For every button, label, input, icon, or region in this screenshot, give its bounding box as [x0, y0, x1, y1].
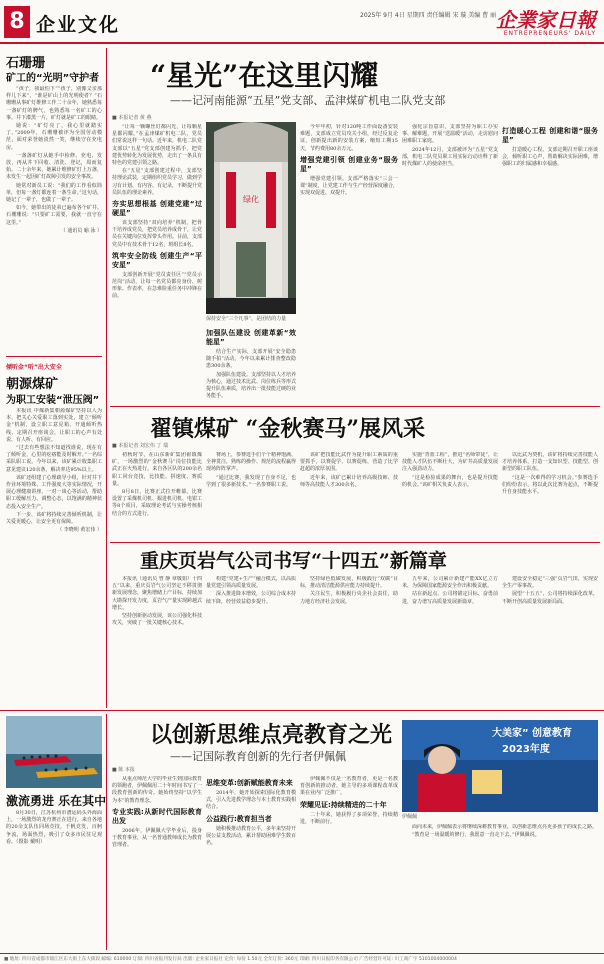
tunnel-photo-illustration: [206, 122, 296, 314]
section-title: 企业文化: [36, 14, 121, 36]
dragon-boat-photo: [6, 716, 102, 788]
story4-col3: [300, 576, 398, 706]
main-story-subhead: 筑牢安全防线 创建生产“平安星”: [112, 251, 202, 269]
paragraph: 关注民生，积极履行央企社会责任，助力地方经济社会发展。: [300, 591, 398, 605]
paragraph: 8月8日，比赛正式拉开帷幕。比赛设置了采煤机司机、掘进机司机、电钳工等8个项目，采取理论考试与实操考核相结合的方式进行。: [112, 489, 202, 517]
paragraph: 赛场上，参赛选手们个个精神饱满、全神贯注，熟练的操作、规范的流程赢得现场阵阵掌声。: [206, 452, 296, 473]
left-story2-subtitle: 为职工安装“泄压阀”: [6, 395, 100, 406]
page-header: [0, 0, 604, 42]
header-rule: [0, 42, 604, 44]
paragraph: 今年年初，针对120吨工作面设备安装难题，支部成立党员攻关小组，经过反复论证，创新提出新的安装方案，缩短工期15天，节约费用80余万元。: [300, 124, 398, 152]
story4-col5: [502, 576, 598, 706]
paragraph: 近年来，该矿已累计培养高级技师、技师等高技能人才300余名。: [300, 474, 398, 488]
paragraph: 2006年，伊佩佩大学毕业后，投身于教育事业，从一名普通教师成长为教育管理者。: [112, 827, 202, 849]
story4-col1: [112, 576, 202, 706]
left-story2-kicker: 倾听金“听”出大安全: [6, 364, 62, 371]
paragraph: 从重点师范大学的毕业生到国际教育的领跑者，伊佩佩用二十年时间书写了一段教育创新的传奇。她始终坚持“以学生为本”的教育理念。: [112, 776, 202, 804]
paragraph: “教育是一场温暖的修行，我愿意一直走下去。”伊佩佩说。: [412, 832, 540, 839]
paragraph: 结合生产实际，支部开展“安全隐患随手拍”活动，今年以来累计排查整改隐患300余条。: [206, 349, 296, 370]
award-banner-line1: 大美家” 创意教育: [492, 728, 573, 739]
story3-title: 翟镇煤矿 “金秋赛马”展风采: [150, 416, 425, 442]
divider: [110, 542, 600, 543]
paragraph: 展望“十五五”，公司将持续深化改革，不断开创高质量发展新局面。: [502, 591, 598, 605]
paragraph: 初秋时节，在山东新矿集团翟镇煤矿，一场激烈的“金秋赛马”岗位技能比武正在火热进行。来自各区队的200余名职工同台竞技，比技能、拼速度、赛质量。: [112, 452, 202, 487]
paragraph: 在“五星”支部创建过程中，支部坚持理论武装，定期组织党员学习，做到学习有计划、有内容、有记录，不断提升党员队伍的理论素养。: [112, 168, 202, 196]
main-story-col1: [112, 124, 202, 400]
award-photo-illustration: [402, 720, 598, 812]
story5-title: 以创新思维点亮教育之光: [150, 722, 393, 748]
paragraph: 2014年，她开始探索国际化教育模式，引入先进教学理念与本土教育实践相结合。: [206, 790, 296, 811]
issue-date: 2025年 9月 4日 星期四 责任编辑 宋 璇 美编 曹 丽: [360, 12, 497, 19]
paragraph: 8月30日，江苏杭州市漕运码头外海面上，一场激烈的龙舟赛正在进行。来自各地的20余支队伍同场竞技，千帆竞发，百舸争流，场面热烈，吸引了众多市民驻足观看。（摄影 戴明）: [6, 810, 102, 845]
award-banner-line2: 2023年度: [502, 744, 550, 755]
paragraph: “孩子，我最怕下”“孩子，别像父亲那样儿下来”，“谁是矿山上的光明使者？”石珊珊从事矿灯维修工作二十余年，她熟悉每一盏矿灯的脾气，也熟悉每一名矿工的心事。井下漆黑一片，矿灯就是矿工的眼睛。: [6, 86, 102, 121]
paragraph: 本报讯 中煤新集朝源煤矿坚持以人为本，把关心关爱职工落到实处，建立“倾听金”机制，设立职工意见箱、开通倾听热线、定期召开座谈会，让职工的心声有处说、有人听、有回应。: [6, 408, 102, 443]
story5-subhead: 荣耀见证:持续精进的二十年: [300, 800, 387, 809]
main-story-subhead: 打造暖心工程 创建和谐“服务星”: [502, 127, 598, 144]
paragraph: 坚持创新驱动发展，该公司强化科技攻关，突破了一批关键核心技术。: [112, 613, 202, 627]
story5-subhead: 思维变革:创新赋能教育未来: [206, 779, 293, 787]
story5-byline: ■ 陈 本报: [112, 767, 135, 773]
story5-subtitle: ——记国际教育创新的先行者伊佩佩: [170, 750, 346, 763]
left-story2-body: [6, 408, 102, 654]
story3-col4: [402, 452, 498, 540]
divider: [0, 710, 604, 711]
story5-col2: [206, 776, 296, 950]
paragraph: 她积极推动教育公平，多年来坚持开展公益支教活动，累计帮助困难学生数百名。: [206, 825, 296, 847]
dragon-boat-illustration: [6, 716, 102, 788]
story5-col3: [300, 776, 398, 950]
paragraph: “让每一颗螺丝钉都闪光，让每颗星星都闪耀。”在孟津煤矿机电二队，党员们常说这样一句话。近年来，机电二队党支部以“五星”党支部创建为抓手，把党建优势转化为发展优势，走出了一条具有特色的党建引领之路。: [112, 124, 202, 167]
paragraph: “这是检验成果的舞台，也是提升技能的机会。”该矿相关负责人表示。: [402, 474, 498, 488]
main-story-col5: [502, 124, 598, 404]
main-story-byline: ■ 本报记者 黄 燕: [112, 115, 152, 121]
paragraph: 下一步，该矿将持续完善倾听机制，让关爱更暖心，让安全更有保障。: [6, 511, 102, 526]
main-story-col2: [206, 326, 296, 406]
paragraph: 建设安全稳定“三强”页岩气田，实现安全生产零事故。: [502, 576, 598, 590]
story5-col4: [402, 824, 598, 950]
story3-col1: [112, 452, 202, 540]
column-divider: [106, 714, 107, 950]
story5-subhead: 专业实践:从新时代国际教育出发: [112, 807, 202, 825]
paragraph: “这是一次难得的学习机会。”参赛选手们纷纷表示，将以此次比赛为起点，不断提升自身技能水平。: [502, 474, 598, 496]
left-story1-subtitle: 矿工的“光明”守护者: [6, 73, 100, 84]
page-number-badge: 8: [4, 6, 30, 38]
bottom-left-caption: [6, 810, 102, 950]
story3-col3: [300, 452, 398, 540]
divider: [6, 356, 102, 357]
paragraph: 一盏盏矿灯从她手中检修、充电、发放，再从井下回收、清洗、登记，周而复始。二十余年来，她累计维修矿灯上万盏，未发生一起因矿灯故障引发的安全事故。: [6, 152, 102, 181]
paragraph: 该矿把技能比武作为提升职工素质的重要抓手，以赛促学、以赛促练，营造了比学赶超的浓厚氛围。: [300, 452, 398, 473]
story5-photo-caption: 伊佩佩: [402, 814, 418, 820]
paragraph: “过去有些想法不知道找谁说，现在有了倾听金，心里的疙瘩能及时解开。”一名综采队职工说。今年以来，该矿累计收集职工意见建议120余条，解决率达95%以上。: [6, 445, 102, 473]
paragraph: 站在新起点，公司将锚定目标、奋勇前进，奋力谱写高质量发展新篇章。: [402, 591, 498, 605]
main-story-subtitle: ——记河南能源“五星”党支部、孟津煤矿机电二队党支部: [170, 94, 446, 107]
main-story-subhead: 加强队伍建设 创建革新“效能星”: [206, 329, 296, 346]
main-photo-caption: 保持安全“三个凡事”，是团结的力量: [206, 316, 287, 322]
paragraph: 伊佩佩不仅是一名教育者，更是一名教育创新的推动者。她主导的多项课程改革成果在业内广泛推广。: [300, 776, 398, 797]
paragraph: 构建“党建+生产”融合模式，以高质量党建引领高质量发展。: [206, 576, 296, 590]
paragraph: 2024年12月，支部被评为“五星”党支部，机电二队党员职工用实际行动诠释了新时代煤矿人的使命担当。: [402, 146, 498, 168]
paragraph: 加强队伍建设。支部坚持以人才培养为核心，通过技术比武、岗位练兵等形式提升队伍素质，培养出一批技能过硬的业务能手。: [206, 371, 296, 400]
author: （ 通讯员 喻 泳 ）: [60, 227, 102, 234]
main-story-title: “星光”在这里闪耀: [150, 59, 379, 92]
story5-col1: [112, 776, 202, 950]
main-story-col4: [402, 124, 498, 404]
page-footer: ■ 地址: 四川省成都市锦江区东大街上东大街段 邮编: 610000 订阅: 四川省报刊发行局 出版: 企业家日报社 定价: 每份 1.50元 全年订价: 360元 印刷: 四川日报印务有限公司 广告经营许可证: 川工商广字 5101004000004: [0, 953, 604, 964]
paragraph: 支部创新开展“党员责任区”“党员示范岗”活动，让每一名党员都亮身份、树形象、作表率，在急难险重任务中冲锋在前。: [112, 271, 202, 300]
paragraph: 她说：“矿灯亮了，我心里就踏实了。”2009年，石珊珊被评为全国劳动模范，面对荣誉她淡然一笑，继续守在充电房。: [6, 123, 102, 151]
main-story-subhead: 增强党建引领 创建业务“服务星”: [300, 155, 398, 173]
story5-subhead: 公益践行:教育担当者: [206, 814, 272, 823]
photo-sign-text: 绿化: [243, 195, 259, 204]
paragraph: 深入推进降本增效，公司综合成本持续下降，经营效益稳步提升。: [206, 591, 296, 605]
story4-col2: [206, 576, 296, 706]
paragraph: 她常对新员工说：“我们的工作看似简单，但每一盏灯都连着一条生命。”这句话，她记了一辈子，也做了一辈子。: [6, 182, 102, 204]
newspaper-masthead-en: ENTREPRENEURS' DAILY: [503, 30, 596, 37]
paragraph: 打造暖心工程。支部定期召开职工座谈会，倾听职工心声，帮助解决实际困难，增强职工的归属感和幸福感。: [502, 147, 598, 168]
story3-col5: [502, 452, 598, 540]
paragraph: 二十年来，她获得了多项荣誉，持续精进，不断前行。: [300, 811, 398, 825]
column-divider: [106, 48, 107, 708]
left-story1-title: 石珊珊: [6, 56, 46, 71]
story5-photo: [402, 720, 598, 812]
story4-col4: [402, 576, 498, 706]
main-story-subhead: 夯实思想根基 创建党建“过硬星”: [112, 200, 202, 218]
paragraph: 本报讯（通讯员 曾 静 章敬娟）十四五”以来，重庆页岩气公司坚定不移贯彻新发展理念，聚焦增储上产目标，持续加大勘探开发力度，页岩气产量实现跨越式增长。: [112, 576, 202, 611]
paragraph: 实施“青蓝工程”，推进“名师带徒”，让技能人才队伍不断壮大，为矿井高质量发展注入强劲动力。: [402, 452, 498, 473]
paragraph: 如今，她带出的徒弟已遍布各个矿井。石珊珊说：“只要矿工需要，我就一直守在这里。”: [6, 205, 102, 226]
bottom-left-title: 激流勇进 乐在其中: [6, 794, 107, 808]
story3-byline: ■ 本报记者 刘宏伟 丁 瑞: [112, 443, 169, 449]
left-story2-title: 朝源煤矿: [6, 377, 59, 392]
paragraph: 面向未来，伊佩佩表示将继续深耕教育事业，以创新思维点亮更多孩子的成长之路。: [412, 824, 598, 830]
left-story1-body: [6, 86, 102, 351]
paragraph: 增强党建引领。支部严格落实“三会一课”制度，让党建工作与生产经营深度融合，实现双促进、双提升。: [300, 175, 398, 197]
paragraph: “通过比赛，我发现了自身不足，也学到了很多新技术。”一名参赛职工说。: [206, 474, 296, 488]
paragraph: 该矿还组建了心理疏导小组，针对井下作业环境特殊、工作强度大等实际情况，开展心理健康讲座、一对一谈心等活动，帮助职工缓解压力、调整心态，以饱满的精神状态投入安全生产。: [6, 474, 102, 510]
paragraph: 以比武为契机，该矿将持续完善技能人才培养体系，打造一支知识型、技能型、创新型的职工队伍。: [502, 452, 598, 473]
author: （ 李晓明 黄宏伟 ）: [57, 527, 102, 534]
paragraph: 强化宗旨意识，支部坚持为职工办实事、解难题，开展“送温暖”活动，走访慰问困难职工家庭。: [402, 124, 498, 145]
main-story-photo: [206, 122, 296, 314]
paragraph: 该支部坚持“双向培养”机制，把骨干培养成党员，把党员培养成骨干，让党员在关键岗位发挥带头作用。目前，支部党员中有技术骨干12名，班组长8名。: [112, 220, 202, 248]
main-story-col3: [300, 124, 398, 404]
divider: [110, 406, 600, 407]
paragraph: 坚持绿色低碳发展，积极践行“双碳”目标，推动清洁能源供应能力持续提升。: [300, 576, 398, 590]
newspaper-masthead: 企業家日報: [496, 8, 596, 32]
paragraph: 五年来，公司累计新建产能XX亿立方米，为保障国家能源安全作出积极贡献。: [402, 576, 498, 590]
story3-col2: [206, 452, 296, 540]
story4-title: 重庆页岩气公司书写“十四五”新篇章: [140, 550, 447, 572]
